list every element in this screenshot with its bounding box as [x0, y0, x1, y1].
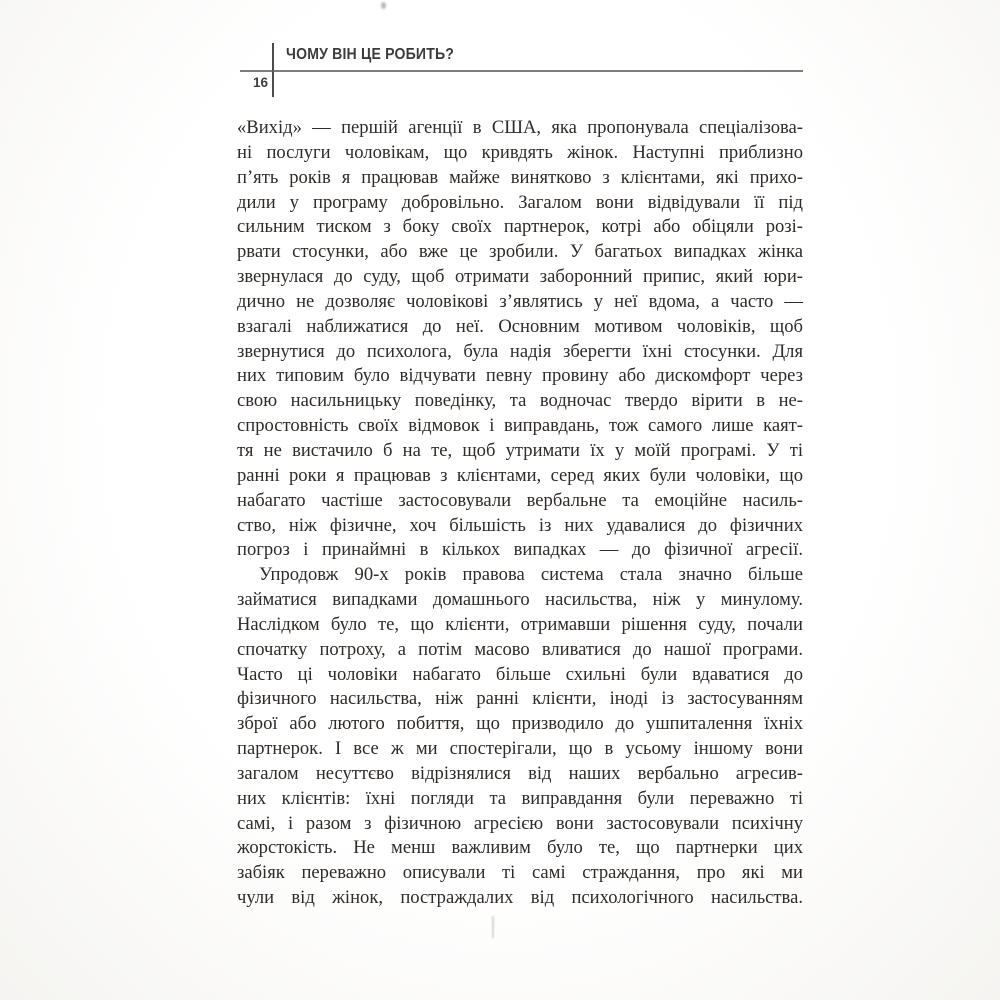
header-divider-horizontal [240, 70, 803, 72]
text-line: дили у програму добровільно. Загалом вони відвідували її під [237, 191, 803, 213]
scan-speck [381, 2, 386, 9]
text-line: Часто ці чоловіки набагато більше схильні були вдаватися до [237, 663, 803, 685]
text-line: ні послуги чоловікам, що кривдять жінок. Наступні приблизно [237, 141, 803, 163]
text-line: дично не дозволяє чоловікові з’являтись у неї вдома, а часто — [237, 290, 803, 312]
text-line: Наслідком було те, що клієнти, отримавши рішення суду, почали [237, 613, 803, 635]
text-line: тя не вистачило б на те, щоб утримати їх у моїй програмі. У ті [237, 439, 803, 461]
text-line: свою насильницьку поведінку, та водночас твердо вірити в не- [237, 390, 803, 412]
text-line: фізичного насильства, ніж ранні клієнти, іноді із застосуванням [237, 688, 803, 710]
text-line: спочатку потроху, а потім масово вливатися до нашої програми. [237, 638, 803, 660]
text-line: «Вихід» — першій агенції в США, яка пропонувала спеціалізова- [237, 117, 803, 138]
text-line: них типовим було відчувати певну провину або дискомфорт через [237, 365, 803, 387]
page-number: 16 [252, 75, 268, 90]
text-line: п’ять років я працював майже винятково з клієнтами, які прихо- [237, 166, 803, 188]
text-line: них клієнтів: їхні погляди та виправдання були переважно ті [237, 787, 803, 809]
text-line: звернулася до суду, щоб отримати заборонний припис, який юри- [237, 266, 803, 288]
running-header-title: ЧОМУ ВІН ЦЕ РОБИТЬ? [286, 46, 455, 63]
text-line: Упродовж 90-х років правова система стала значно більше [259, 564, 803, 586]
body-text [237, 116, 803, 911]
text-line: ранні роки я працював з клієнтами, серед яких були чоловіки, що [237, 464, 803, 486]
text-line: взагалі наближатися до неї. Основним мотивом чоловіків, щоб [237, 315, 803, 337]
text-line: партнерок. І все ж ми спостерігали, що в усьому іншому вони [237, 738, 803, 760]
text-line: спростовність своїх відмовок і виправдань, тож самого лише каят- [237, 415, 803, 437]
text-line: зброї або лютого побиття, що призводило до ушпиталення їхніх [237, 713, 803, 735]
text-line: погроз і принаймні в кількох випадках — до фізичної агресії. [237, 539, 803, 561]
text-line: рвати стосунки, або вже це зробили. У багатьох випадках жінка [237, 241, 803, 263]
scan-streak [492, 916, 494, 938]
text-line: чули від жінок, постраждалих від психологічного насильства. [237, 887, 803, 909]
text-line: ство, ніж фізичне, хоч більшість із них удавалися до фізичних [237, 514, 803, 536]
text-line: жорстокість. Не менш важливим було те, що партнерки цих [237, 837, 803, 859]
text-line: набагато частіше застосовували вербальне та емоційне насиль- [237, 489, 803, 511]
text-line: забіяк переважно описували ті самі страждання, про які ми [237, 862, 803, 884]
text-line: самі, і разом з фізичною агресією вони застосовували психічну [237, 812, 803, 834]
text-line: загалом несуттєво відрізнялися від наших вербально агресив- [237, 762, 803, 784]
text-line: займатися випадками домашнього насильства, ніж у минулому. [237, 589, 803, 611]
text-line: сильним тиском з боку своїх партнерок, котрі або обіцяли розі- [237, 216, 803, 238]
text-line: звернутися до психолога, була надія зберегти їхні стосунки. Для [237, 340, 803, 362]
